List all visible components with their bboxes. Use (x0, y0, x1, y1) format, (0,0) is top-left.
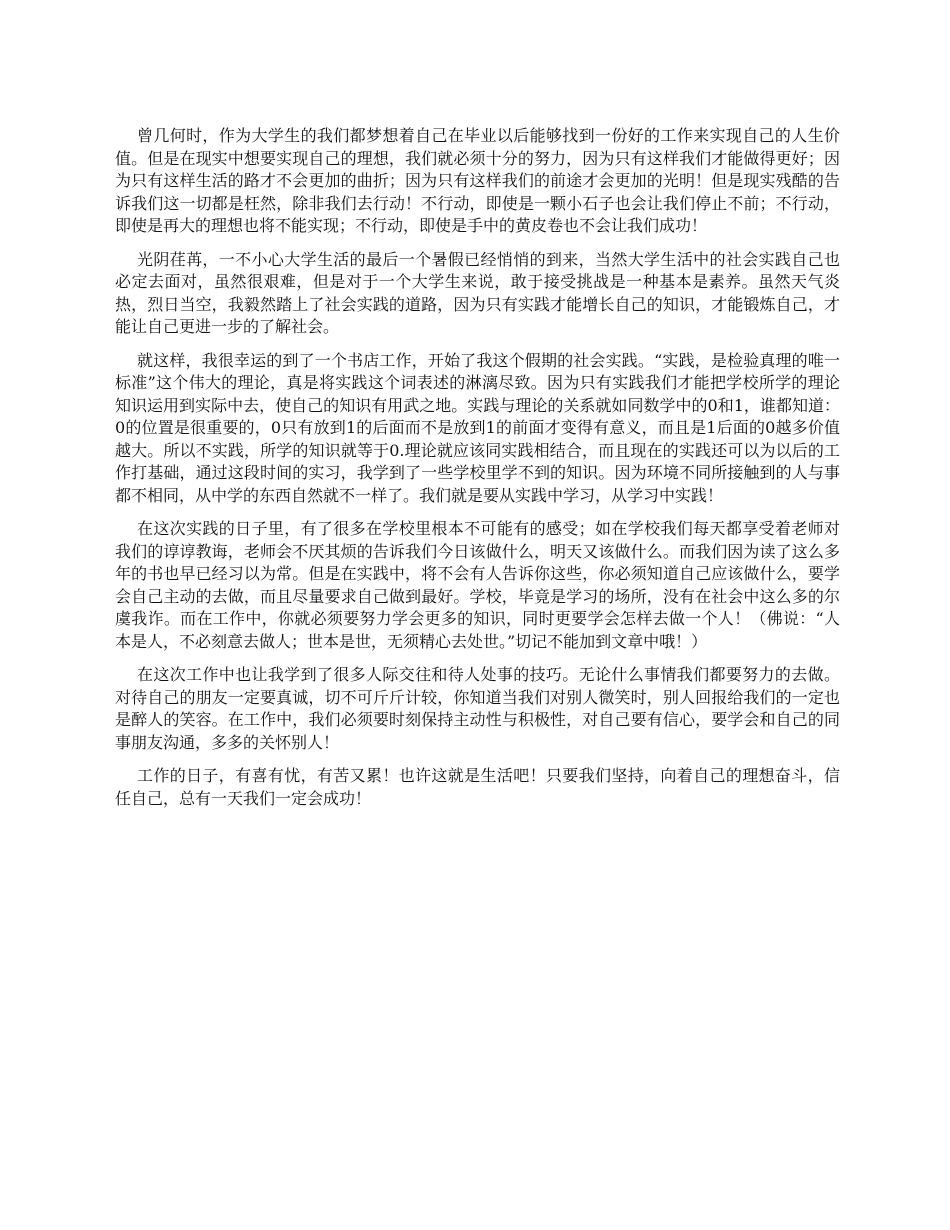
paragraph-5: 在这次工作中也让我学到了很多人际交往和待人处事的技巧。无论什么事情我们都要努力的去做。对待自己的朋友一定要真诚，切不可斤斤计较，你知道当我们对别人微笑时，别人回报给我们的一定也是醉人的笑容。在工作中，我们必须要时刻保持主动性与积极性，对自己要有信心，要学会和自己的同事朋友沟通，多多的关怀别人！ (115, 665, 840, 752)
paragraph-4: 在这次实践的日子里，有了很多在学校里根本不可能有的感受；如在学校我们每天都享受着老师对我们的谆谆教诲，老师会不厌其烦的告诉我们今日该做什么，明天又该做什么。而我们因为读了这么多年的书也早已经习以为常。但是在实践中，将不会有人告诉你这些，你必须知道自己应该做什么，要学会自己主动的去做，而且尽量要求自己做到最好。学校，毕竟是学习的场所，没有在社会中这么多的尔虞我诈。而在工作中，你就必须要努力学会更多的知识，同时更要学会怎样去做一个人！（佛说：“人本是人，不必刻意去做人；世本是世，无须精心去处世。”切记不能加到文章中哦！） (115, 519, 840, 651)
paragraph-1: 曾几何时，作为大学生的我们都梦想着自己在毕业以后能够找到一份好的工作来实现自己的人生价值。但是在现实中想要实现自己的理想，我们就必须十分的努力，因为只有这样我们才能做得更好；因为只有这样生活的路才不会更加的曲折；因为只有这样我们的前途才会更加的光明！但是现实残酷的告诉我们这一切都是枉然，除非我们去行动！不行动，即使是一颗小石子也会让我们停止不前；不行动，即使是再大的理想也将不能实现；不行动，即使是手中的黄皮卷也不会让我们成功！ (115, 126, 840, 235)
paragraph-2: 光阴荏苒，一不小心大学生活的最后一个暑假已经悄悄的到来，当然大学生活中的社会实践自己也必定去面对，虽然很艰难，但是对于一个大学生来说，敢于接受挑战是一种基本是素养。虽然天气炎热，烈日当空，我毅然踏上了社会实践的道路，因为只有实践才能增长自己的知识，才能锻炼自己，才能让自己更进一步的了解社会。 (115, 249, 840, 336)
paragraph-6: 工作的日子，有喜有忧，有苦又累！也许这就是生活吧！只要我们坚持，向着自己的理想奋斗，信任自己，总有一天我们一定会成功！ (115, 766, 840, 808)
paragraph-3: 就这样，我很幸运的到了一个书店工作，开始了我这个假期的社会实践。“实践，是检验真理的唯一标准”这个伟大的理论，真是将实践这个词表述的淋漓尽致。因为只有实践我们才能把学校所学的理论知识运用到实际中去，使自己的知识有用武之地。实践与理论的关系就如同数学中的0和1，谁都知道：0的位置是很重要的，0只有放到1的后面而不是放到1的前面才变得有意义，而且是1后面的0越多价值越大。所以不实践，所学的知识就等于0.理论就应该同实践相结合，而且现在的实践还可以为以后的工作打基础，通过这段时间的实习，我学到了一些学校里学不到的知识。因为环境不同所接触到的人与事都不相同，从中学的东西自然就不一样了。我们就是要从实践中学习，从学习中实践！ (115, 350, 840, 505)
document-body (115, 125, 840, 821)
